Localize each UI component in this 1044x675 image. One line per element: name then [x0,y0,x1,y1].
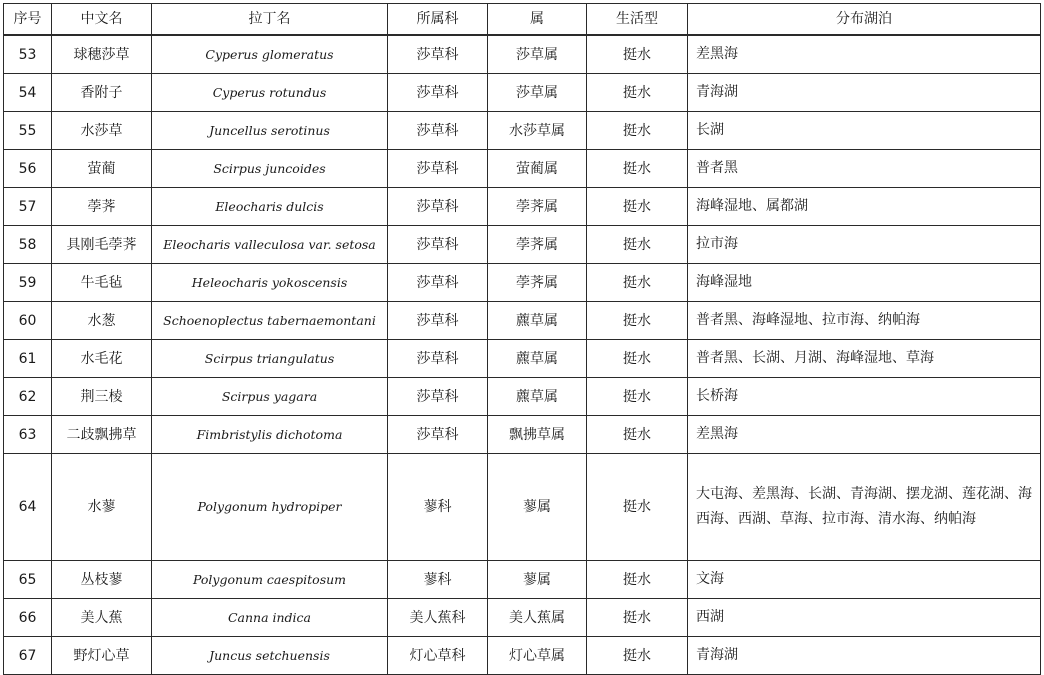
cell-latin-name: Heleocharis yokoscensis [152,264,388,302]
table-row [4,637,1041,675]
cell-genus: 莎草属 [488,74,587,112]
cell-serial: 63 [4,416,52,454]
cell-serial: 57 [4,188,52,226]
cell-life-form: 挺水 [587,416,688,454]
table-row [4,340,1041,378]
cell-life-form: 挺水 [587,302,688,340]
cell-latin-name: Scirpus triangulatus [152,340,388,378]
cell-serial: 61 [4,340,52,378]
table-row [4,188,1041,226]
cell-family: 莎草科 [388,416,488,454]
cell-latin-name: Polygonum hydropiper [152,454,388,561]
cell-family: 莎草科 [388,302,488,340]
cell-life-form: 挺水 [587,637,688,675]
cell-chinese-name: 水莎草 [52,112,152,150]
cell-chinese-name: 水毛花 [52,340,152,378]
cell-genus: 蓼属 [488,454,587,561]
cell-genus: 藨草属 [488,302,587,340]
cell-serial: 65 [4,561,52,599]
cell-lakes: 西湖 [688,599,1041,637]
cell-serial: 59 [4,264,52,302]
cell-lakes: 差黑海 [688,416,1041,454]
header-chinese-name: 中文名 [52,4,152,36]
cell-genus: 藨草属 [488,340,587,378]
cell-genus: 蓼属 [488,561,587,599]
cell-family: 莎草科 [388,188,488,226]
cell-latin-name: Cyperus rotundus [152,74,388,112]
cell-serial: 62 [4,378,52,416]
cell-chinese-name: 美人蕉 [52,599,152,637]
table-row [4,561,1041,599]
cell-latin-name: Eleocharis valleculosa var. setosa [152,226,388,264]
header-lakes: 分布湖泊 [688,4,1041,36]
cell-latin-name: Juncus setchuensis [152,637,388,675]
cell-latin-name: Scirpus yagara [152,378,388,416]
cell-life-form: 挺水 [587,74,688,112]
cell-latin-name: Eleocharis dulcis [152,188,388,226]
table-row [4,35,1041,74]
cell-genus: 荸荠属 [488,226,587,264]
cell-life-form: 挺水 [587,454,688,561]
cell-genus: 美人蕉属 [488,599,587,637]
cell-family: 莎草科 [388,340,488,378]
cell-genus: 水莎草属 [488,112,587,150]
cell-chinese-name: 牛毛毡 [52,264,152,302]
cell-serial: 64 [4,454,52,561]
cell-life-form: 挺水 [587,378,688,416]
cell-life-form: 挺水 [587,340,688,378]
table-row [4,599,1041,637]
cell-family: 莎草科 [388,378,488,416]
cell-lakes: 普者黑、长湖、月湖、海峰湿地、草海 [688,340,1041,378]
cell-lakes: 长湖 [688,112,1041,150]
cell-chinese-name: 萤蔺 [52,150,152,188]
cell-chinese-name: 具刚毛荸荠 [52,226,152,264]
cell-family: 莎草科 [388,112,488,150]
cell-lakes: 大屯海、差黑海、长湖、青海湖、摆龙湖、莲花湖、海西海、西湖、草海、拉市海、清水海、纳帕海 [688,454,1041,561]
cell-chinese-name: 丛枝蓼 [52,561,152,599]
cell-family: 蓼科 [388,454,488,561]
cell-latin-name: Polygonum caespitosum [152,561,388,599]
cell-latin-name: Juncellus serotinus [152,112,388,150]
cell-chinese-name: 香附子 [52,74,152,112]
cell-family: 蓼科 [388,561,488,599]
cell-latin-name: Scirpus juncoides [152,150,388,188]
cell-life-form: 挺水 [587,35,688,74]
table-row [4,416,1041,454]
cell-serial: 58 [4,226,52,264]
cell-genus: 莎草属 [488,35,587,74]
cell-serial: 55 [4,112,52,150]
cell-chinese-name: 二歧飘拂草 [52,416,152,454]
cell-lakes: 拉市海 [688,226,1041,264]
cell-genus: 荸荠属 [488,188,587,226]
table-row [4,302,1041,340]
table-row [4,150,1041,188]
species-table [3,3,1041,675]
cell-serial: 66 [4,599,52,637]
cell-family: 莎草科 [388,150,488,188]
cell-lakes: 海峰湿地、属都湖 [688,188,1041,226]
cell-lakes: 普者黑、海峰湿地、拉市海、纳帕海 [688,302,1041,340]
header-latin-name: 拉丁名 [152,4,388,36]
cell-family: 莎草科 [388,264,488,302]
cell-family: 灯心草科 [388,637,488,675]
header-row [4,4,1041,36]
cell-genus: 荸荠属 [488,264,587,302]
cell-genus: 灯心草属 [488,637,587,675]
cell-genus: 飘拂草属 [488,416,587,454]
table-row [4,74,1041,112]
cell-family: 美人蕉科 [388,599,488,637]
cell-life-form: 挺水 [587,226,688,264]
table-row [4,378,1041,416]
cell-life-form: 挺水 [587,561,688,599]
cell-latin-name: Fimbristylis dichotoma [152,416,388,454]
header-life-form: 生活型 [587,4,688,36]
cell-serial: 67 [4,637,52,675]
cell-serial: 53 [4,35,52,74]
cell-lakes: 普者黑 [688,150,1041,188]
cell-latin-name: Schoenoplectus tabernaemontani [152,302,388,340]
cell-lakes: 文海 [688,561,1041,599]
table-row [4,454,1041,561]
cell-latin-name: Canna indica [152,599,388,637]
cell-family: 莎草科 [388,35,488,74]
header-genus: 属 [488,4,587,36]
cell-life-form: 挺水 [587,599,688,637]
cell-serial: 56 [4,150,52,188]
table-row [4,226,1041,264]
cell-lakes: 青海湖 [688,74,1041,112]
header-serial: 序号 [4,4,52,36]
cell-chinese-name: 野灯心草 [52,637,152,675]
cell-lakes: 差黑海 [688,35,1041,74]
cell-serial: 54 [4,74,52,112]
table-row [4,264,1041,302]
cell-latin-name: Cyperus glomeratus [152,35,388,74]
cell-serial: 60 [4,302,52,340]
cell-lakes: 长桥海 [688,378,1041,416]
cell-life-form: 挺水 [587,112,688,150]
cell-chinese-name: 水蓼 [52,454,152,561]
cell-chinese-name: 球穗莎草 [52,35,152,74]
cell-lakes: 青海湖 [688,637,1041,675]
header-family: 所属科 [388,4,488,36]
cell-chinese-name: 荆三棱 [52,378,152,416]
cell-chinese-name: 荸荠 [52,188,152,226]
table-body [4,35,1041,675]
cell-genus: 藨草属 [488,378,587,416]
cell-chinese-name: 水葱 [52,302,152,340]
cell-life-form: 挺水 [587,150,688,188]
cell-life-form: 挺水 [587,264,688,302]
cell-family: 莎草科 [388,226,488,264]
cell-lakes: 海峰湿地 [688,264,1041,302]
table-row [4,112,1041,150]
cell-family: 莎草科 [388,74,488,112]
cell-life-form: 挺水 [587,188,688,226]
cell-genus: 萤蔺属 [488,150,587,188]
